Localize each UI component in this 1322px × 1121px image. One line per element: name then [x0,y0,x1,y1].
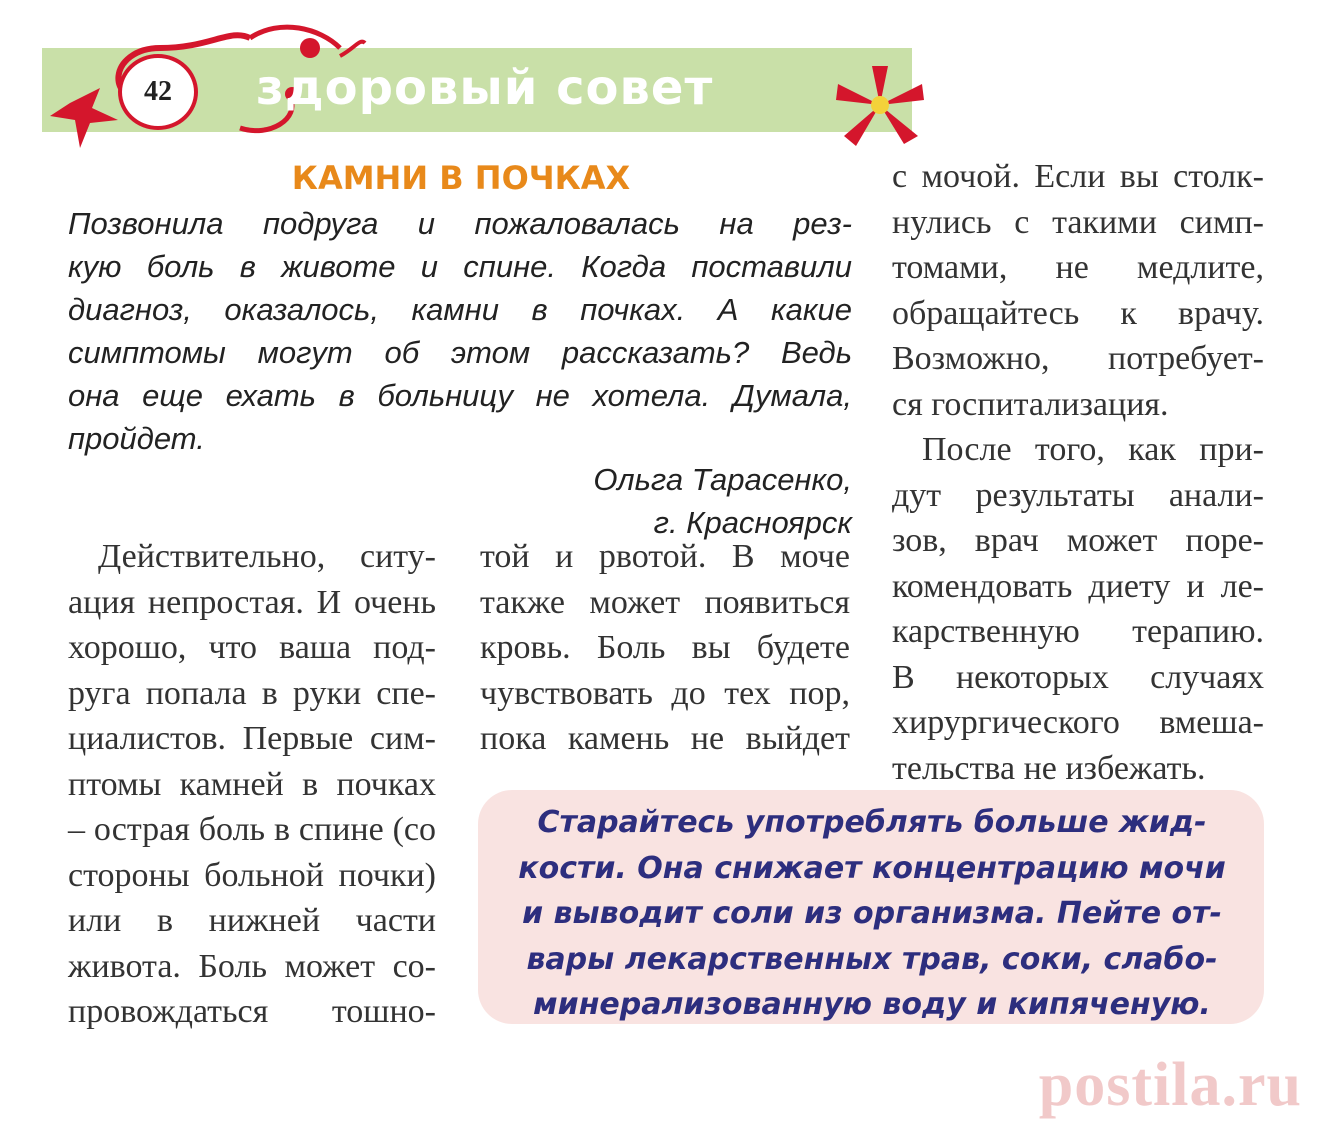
text-line: провождаться тошно- [68,993,436,1030]
tip-line: и выводит соли из организма. Пейте от- [522,896,1222,931]
text-line: чувствовать до тех пор, [480,674,850,712]
text-line: хорошо, что ваша под- [68,629,436,666]
article-title: КАМНИ В ПОЧКАХ [291,159,631,197]
tip-line: кости. Она снижает концентрацию мочи [518,850,1226,886]
tip-line: минерализованную воду и кипяченую. [533,987,1211,1022]
text-line: Действительно, ситу- [98,538,436,575]
section-title: здоровый совет [256,60,714,116]
tip-line: вары лекарственных трав, соки, слабо- [526,941,1218,977]
tip-line: Старайтесь употреблять больше жид- [537,805,1207,840]
text-line: ся госпитализация. [892,385,1169,423]
text-line: комендовать диету и ле- [892,567,1264,605]
text-line: нулись с такими симп- [892,203,1264,241]
question-line: она еще ехать в больницу не хотела. Думала, [68,378,852,413]
text-line: той и рвотой. В моче [480,538,850,575]
question-line: пройдет. [68,421,205,456]
answer-column-left [68,534,436,1035]
text-line: птомы камней в почках [68,765,436,803]
text-line: ация непростая. И очень [68,583,436,621]
question-line: Позвонила подруга и пожаловалась на рез- [68,206,852,241]
text-line: с мочой. Если вы столк- [892,158,1264,195]
text-line: обращайтесь к врачу. [892,294,1264,332]
text-line: руга попала в руки спе- [68,674,436,712]
page-number: 42 [144,76,172,107]
text-line: томами, не медлите, [892,249,1264,286]
text-line: циалистов. Первые сим- [68,720,436,757]
author-name: Ольга Тарасенко, [593,462,852,497]
text-line: зов, врач может поре- [892,522,1264,559]
question-line: кую боль в животе и спине. Когда поставили [68,249,852,284]
question-author [593,458,852,544]
tip-text [496,800,1248,1028]
text-line: хирургического вмеша- [892,704,1264,741]
text-line: стороны больной почки) [68,856,436,894]
answer-column-middle [480,534,850,762]
reader-question [68,202,852,460]
text-line: или в нижней части [68,902,436,939]
text-line: В некоторых случаях [892,658,1264,696]
answer-column-right [892,154,1264,791]
text-line: – острая боль в спине (со [68,811,436,848]
text-line: также может появиться [480,583,850,621]
text-line: кровь. Боль вы будете [480,629,850,666]
question-line: диагноз, оказалось, камни в почках. А какие [68,292,852,327]
text-line: живота. Боль может со- [68,947,436,985]
text-line: пока камень не выйдет [480,720,850,757]
flower-ornament-right [832,62,928,148]
text-line: После того, как при- [922,431,1264,468]
text-line: карственную терапию. [892,613,1264,650]
text-line: Возможно, потребует- [892,340,1264,377]
question-line: симптомы могут об этом рассказать? Ведь [68,335,852,370]
text-line: дут результаты анали- [892,476,1264,514]
page-number-badge [118,54,198,130]
text-line: тельства не избежать. [892,749,1206,787]
watermark-logo: postila.ru [1038,1051,1302,1119]
author-city: г. Красноярск [653,505,852,540]
